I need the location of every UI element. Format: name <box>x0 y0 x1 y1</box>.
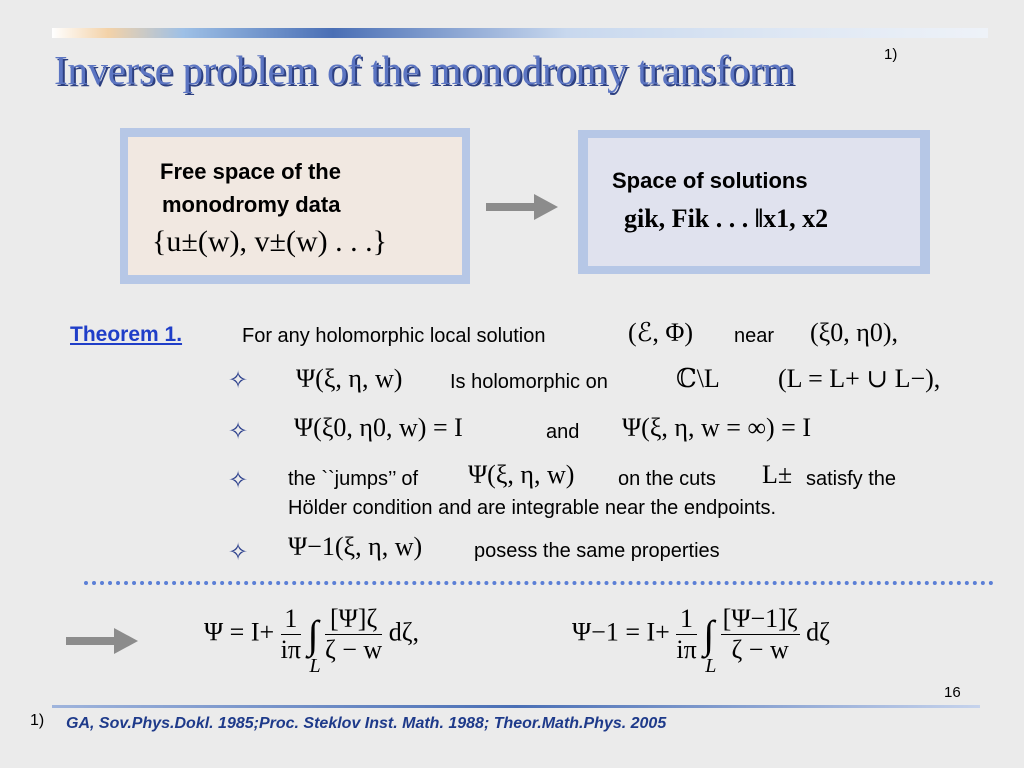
equation-psi-inverse <box>572 604 830 677</box>
solutions-box <box>578 130 930 274</box>
eq1-tail: dζ, <box>388 617 419 647</box>
citation: GA, Sov.Phys.Dokl. 1985;Proc. Steklov Inst. Math. 1988; Theor.Math.Phys. 2005 <box>66 715 667 732</box>
eq2-frac-den: ζ − w <box>731 635 789 664</box>
eq2-int-sub: L <box>705 655 717 677</box>
item1-formula3: (L = L+ ∪ L−), <box>778 364 941 393</box>
item1-text: Is holomorphic on <box>450 371 608 393</box>
theorem-near: near <box>734 325 775 347</box>
item4-formula: Ψ−1(ξ, η, w) <box>288 532 423 561</box>
right-arrow-icon <box>66 626 146 656</box>
four-point-star-icon: ✧ <box>228 418 249 445</box>
footnote-marker: 1) <box>30 712 45 729</box>
eq2-int-sign: ∫ <box>703 612 715 657</box>
eq1-num: 1 <box>281 604 301 635</box>
solutions-formula: gik, Fik . . . ‖x1, x2 <box>624 204 829 233</box>
eq1-int-sign: ∫ <box>307 612 319 657</box>
eq1-frac-den: ζ − w <box>325 635 383 664</box>
slide-title <box>54 46 794 94</box>
item1-formula2: ℂ\L <box>676 364 720 393</box>
eq1-integral <box>307 611 321 677</box>
eq2-lhs: Ψ−1 = I+ <box>572 617 670 647</box>
item3-text-b: on the cuts <box>618 468 716 490</box>
item3-text-c: satisfy the <box>806 468 897 490</box>
item2-text: and <box>546 421 580 443</box>
eq1-lhs: Ψ = I+ <box>204 617 275 647</box>
eq2-coef <box>676 604 696 665</box>
eq2-den: iπ <box>676 635 697 664</box>
box-line-2: monodromy data <box>162 192 341 217</box>
theorem-text: For any holomorphic local solution <box>242 325 546 347</box>
item3-formula: Ψ(ξ, η, w) <box>468 460 575 489</box>
four-point-star-icon: ✧ <box>228 367 249 394</box>
eq2-tail: dζ <box>806 617 830 647</box>
eq1-coef <box>281 604 301 665</box>
page-number: 16 <box>944 684 961 701</box>
item1-formula: Ψ(ξ, η, w) <box>296 364 403 393</box>
theorem-pair: (ℰ, Φ) <box>628 318 694 347</box>
item4-text: posess the same properties <box>474 540 720 562</box>
theorem-point: (ξ0, η0), <box>810 318 899 347</box>
item2-formula: Ψ(ξ0, η0, w) = I <box>294 413 463 442</box>
eq2-frac <box>721 604 800 665</box>
item2-formula2: Ψ(ξ, η, w = ∞) = I <box>622 413 811 442</box>
box-line-1: Free space of the <box>160 159 341 184</box>
dotted-separator <box>84 581 994 585</box>
four-point-star-icon: ✧ <box>228 467 249 494</box>
eq1-den: iπ <box>280 635 302 664</box>
equation-psi <box>204 604 419 677</box>
eq2-integral <box>703 611 717 677</box>
title-footnote: 1) <box>884 46 898 63</box>
solutions-label: Space of solutions <box>612 168 808 193</box>
bottom-decor-line <box>52 705 980 708</box>
eq1-int-sub: L <box>309 655 321 677</box>
eq1-frac-num: [Ψ]ζ <box>325 604 382 635</box>
four-point-star-icon: ✧ <box>228 539 249 566</box>
item3-text-a: the ``jumps’’ of <box>288 468 419 490</box>
eq2-num: 1 <box>676 604 696 635</box>
top-decor-bar <box>52 28 988 38</box>
right-arrow-icon <box>486 192 566 222</box>
item3-formula2: L± <box>762 460 793 489</box>
eq2-frac-num: [Ψ−1]ζ <box>722 604 798 633</box>
monodromy-formula: {u±(w), v±(w) . . .} <box>152 225 388 258</box>
title-text: Inverse problem of the monodromy transform <box>54 47 795 93</box>
theorem-label: Theorem 1. <box>70 323 183 346</box>
item3-line2: Hölder condition and are integrable near the endpoints. <box>288 497 777 519</box>
eq1-frac <box>325 604 382 665</box>
monodromy-data-box <box>120 128 470 284</box>
